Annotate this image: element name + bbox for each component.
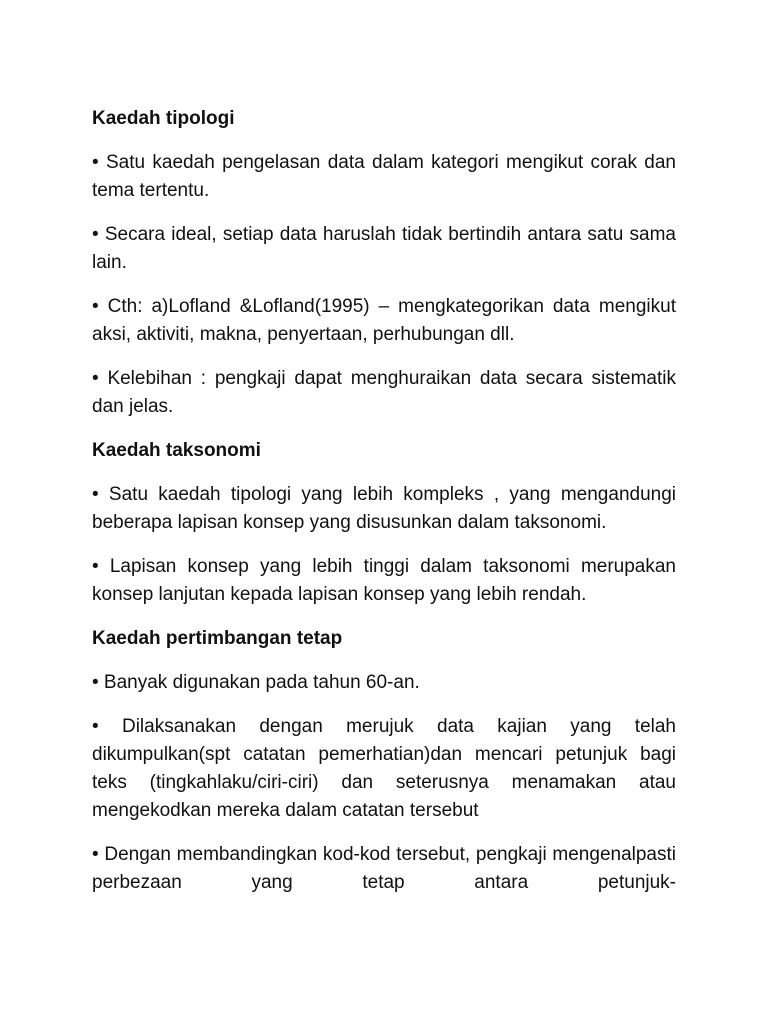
bullet-paragraph: • Cth: a)Lofland &Lofland(1995) – mengkategorikan data mengikut aksi, aktiviti, makna, penyertaan, perhubungan dll. (92, 296, 676, 345)
section-kaedah-pertimbangan-tetap (92, 625, 676, 897)
bullet-paragraph: • Secara ideal, setiap data haruslah tidak bertindih antara satu sama lain. (92, 224, 676, 273)
section-heading: Kaedah taksonomi (92, 440, 261, 461)
bullet-paragraph: • Banyak digunakan pada tahun 60-an. (92, 672, 420, 693)
bullet-paragraph: • Lapisan konsep yang lebih tinggi dalam taksonomi merupakan konsep lanjutan kepada lapisan konsep yang lebih rendah. (92, 556, 676, 605)
section-kaedah-tipologi (92, 105, 676, 421)
bullet-paragraph: • Satu kaedah pengelasan data dalam kategori mengikut corak dan tema tertentu. (92, 152, 676, 201)
bullet-paragraph: • Dengan membandingkan kod-kod tersebut, pengkaji mengenalpasti perbezaan yang tetap antara petunjuk- (92, 844, 676, 893)
bullet-paragraph: • Dilaksanakan dengan merujuk data kajian yang telah dikumpulkan(spt catatan pemerhatian)dan mencari petunjuk bagi teks (tingkahlaku/ciri-ciri) dan seterusnya menamakan atau mengekodkan mereka dalam catatan tersebut (92, 716, 676, 821)
section-heading: Kaedah pertimbangan tetap (92, 628, 343, 649)
section-heading: Kaedah tipologi (92, 108, 235, 129)
bullet-paragraph: • Kelebihan : pengkaji dapat menghuraikan data secara sistematik dan jelas. (92, 368, 676, 417)
bullet-paragraph: • Satu kaedah tipologi yang lebih kompleks , yang mengandungi beberapa lapisan konsep yang disusunkan dalam taksonomi. (92, 484, 676, 533)
section-kaedah-taksonomi (92, 437, 676, 609)
document-page (92, 105, 676, 913)
